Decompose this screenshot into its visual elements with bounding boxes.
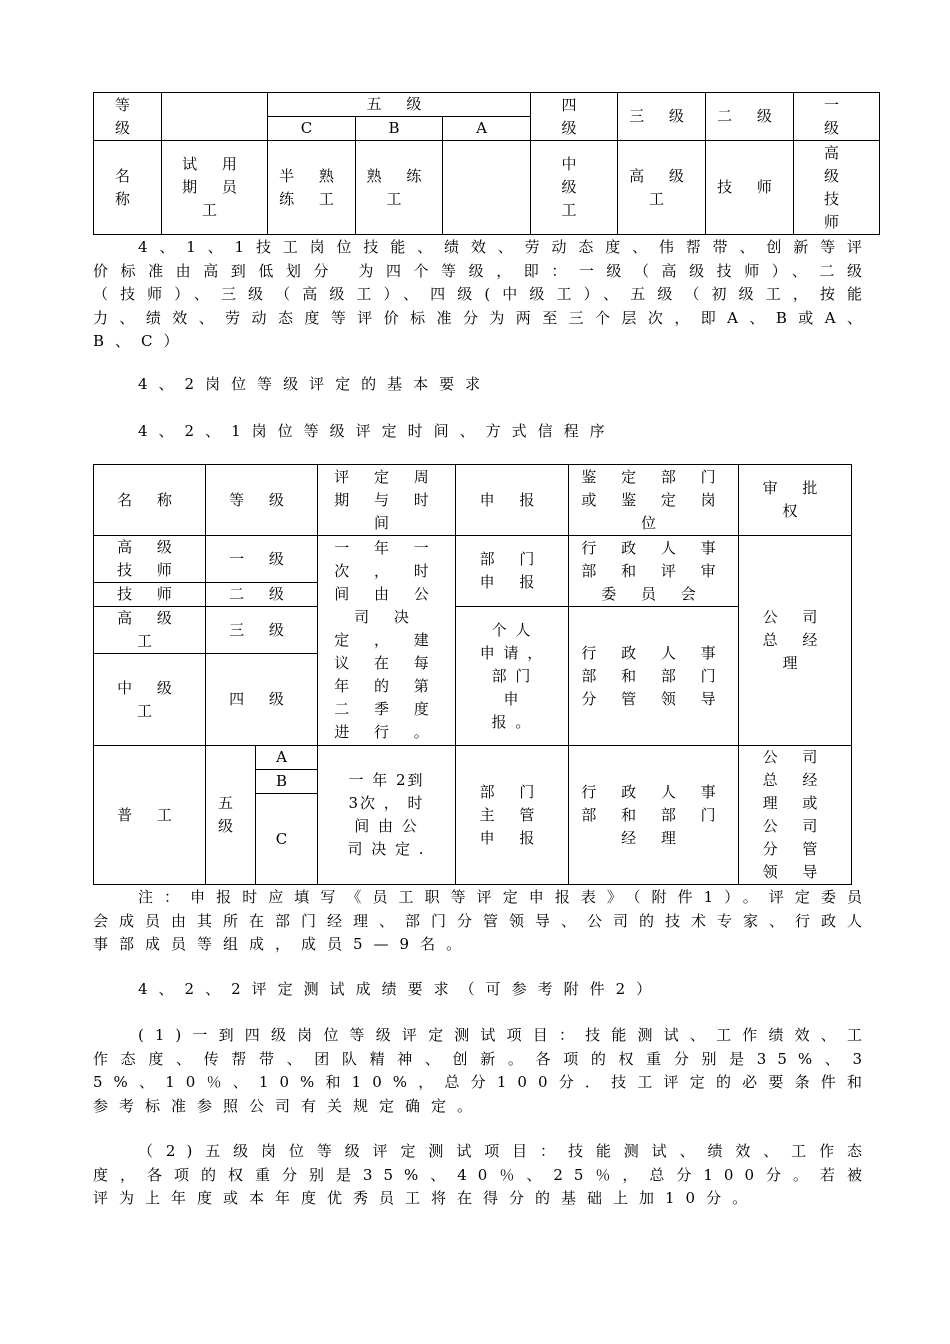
period-level-5: 一 年 2到 3次 ， 时 间 由 公 司 决 定 . (318, 746, 456, 885)
approve-gm-or-leader: 公 司 总 经 理 或 公 司 分 管 领 导 (739, 746, 852, 885)
sub-level-b: B (256, 770, 318, 794)
note-paragraph: 注：申报时应填写《员工职等评定申报表》（附件1）。评定委员会成员由其所在部门经理、部门分管领导、公司的技术专家、行政人事部成员等组成，成员5—9名。 (93, 888, 874, 953)
header-dept: 鉴 定 部 门 或 鉴 定 岗 位 (569, 465, 739, 536)
heading-4-2-1: 4、2、1岗位等级评定时间、方式信程序 (138, 422, 616, 440)
four-level-header: 四 级 (531, 93, 618, 141)
one-level-header: 一 级 (794, 93, 880, 141)
approve-general-manager: 公 司 总 经 理 (739, 536, 852, 746)
mid-worker-cell: 中 级 工 (531, 141, 618, 235)
five-level-c: C (268, 117, 356, 141)
header-period: 评 定 周 期 与 时 间 (318, 465, 456, 536)
five-level-a: A (443, 117, 531, 141)
skilled-cell: 熟 练 工 (356, 141, 443, 235)
five-level-header: 五 级 (268, 93, 531, 117)
heading-4-2: 4、2岗位等级评定的基本要求 (138, 375, 492, 393)
senior-worker-name: 高 级 工 (94, 607, 206, 654)
name-header-cell: 名 称 (94, 141, 162, 235)
apply-by-supervisor: 部 门 主 管 申 报 (456, 746, 569, 885)
heading-4-2-2: 4、2、2评定测试成绩要求（可参考附件2） (138, 980, 663, 998)
technician-cell: 技 师 (706, 141, 794, 235)
dept-hr-leader: 行 政 人 事 部 和 部 门 分 管 领 导 (569, 607, 739, 746)
sub-level-c: C (256, 794, 318, 885)
paragraph-item-2: （2)五级岗位等级评定测试项目：技能测试、绩效、工作态度，各项的权重分别是35%、40％、25％，总分100分。若被评为上年度或本年度优秀员工将在得分的基础上加10分。 (93, 1142, 873, 1207)
header-level: 等 级 (206, 465, 318, 536)
three-level-header: 三 级 (618, 93, 706, 141)
empty-header-cell (162, 93, 268, 141)
general-worker-name: 普 工 (94, 746, 206, 885)
header-name: 名 称 (94, 465, 206, 536)
senior-worker-cell: 高 级 工 (618, 141, 706, 235)
header-apply: 申 报 (456, 465, 569, 536)
header-approve: 审 批 权 (739, 465, 852, 536)
mid-worker-level: 四 级 (206, 654, 318, 746)
senior-technician-level: 一 级 (206, 536, 318, 583)
level-name-table (93, 92, 880, 235)
semi-skilled-cell: 半 熟 练 工 (268, 141, 356, 235)
apply-individual: 个 人 申 请 ， 部 门 申 报 。 (456, 607, 569, 746)
sub-level-a: A (256, 746, 318, 770)
level-header-cell: 等 级 (94, 93, 162, 141)
senior-technician-cell: 高 级 技 师 (794, 141, 880, 235)
paragraph-4-1-1: 4、1、1技工岗位技能、绩效、劳动态度、伟帮带、创新等评价标准由高到低划分 为四个等级，即：一级（高级技师）、二级（技师）、三级（高级工）、四级(中级工）、五级（初级工，按能力、绩效、劳动态度等评价标准分为两至三个层次，即A、B或A、B、C） (93, 238, 873, 350)
trial-employee-cell: 试 用 期 员 工 (162, 141, 268, 235)
mid-worker-name: 中 级 工 (94, 654, 206, 746)
technician-name: 技 师 (94, 583, 206, 607)
evaluation-schedule-table (93, 464, 852, 885)
apply-by-dept: 部 门 申 报 (456, 536, 569, 607)
general-worker-five-level: 五 级 (206, 746, 256, 885)
technician-level: 二 级 (206, 583, 318, 607)
empty-name-cell (443, 141, 531, 235)
dept-hr-manager: 行 政 人 事 部 和 部 门 经 理 (569, 746, 739, 885)
paragraph-item-1: (1)一到四级岗位等级评定测试项目：技能测试、工作绩效、工作态度、传帮带、团队精神、创新。各项的权重分别是35%、35%、10％、10%和10%，总分100分．技工评定的必要条件和参考标准参照公司有关规定确定。 (93, 1026, 873, 1115)
five-level-b: B (356, 117, 443, 141)
period-levels-1-4: 一 年 一 次 ， 时 间 由 公 司 决 定 ， 建 议 在 每 年 的 第 二 季 度 进 行 。 (318, 536, 456, 746)
dept-hr-committee: 行 政 人 事 部 和 评 审 委 员 会 (569, 536, 739, 607)
senior-technician-name: 高 级 技 师 (94, 536, 206, 583)
senior-worker-level: 三 级 (206, 607, 318, 654)
two-level-header: 二 级 (706, 93, 794, 141)
